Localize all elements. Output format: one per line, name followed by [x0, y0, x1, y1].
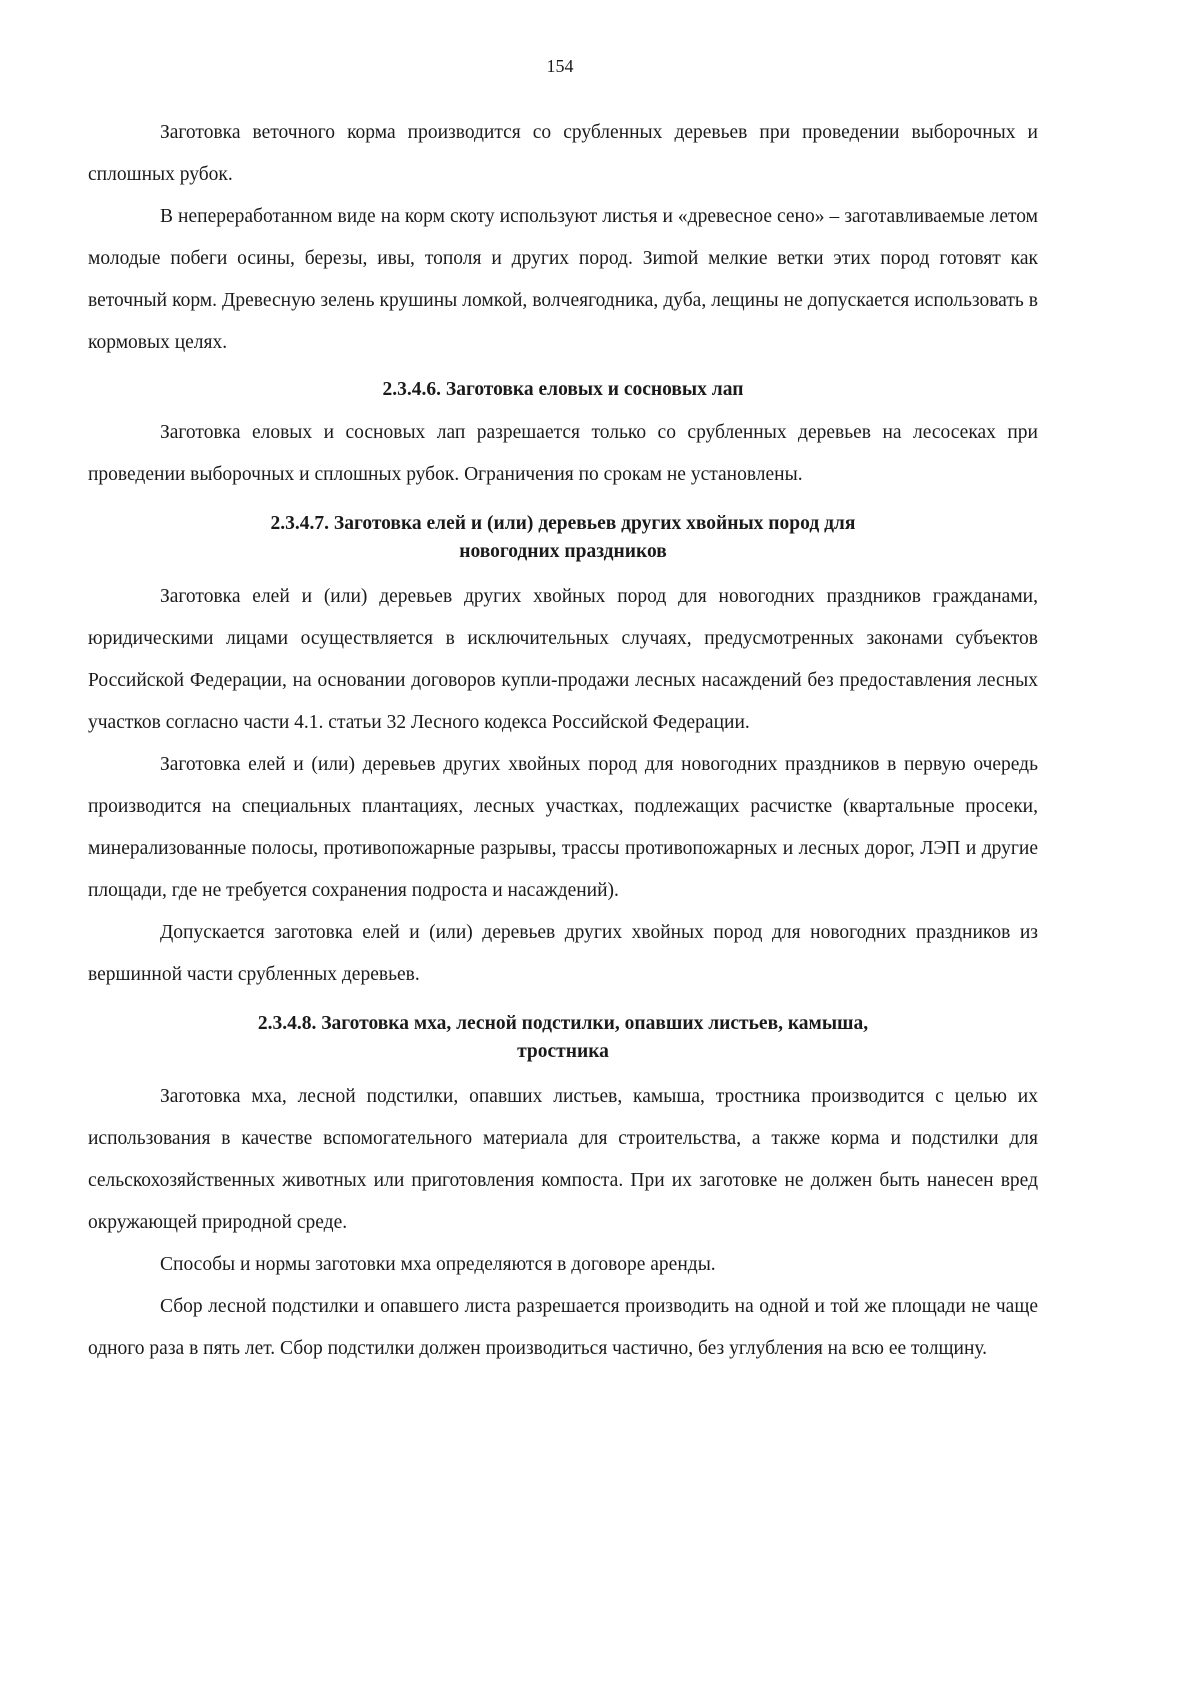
paragraph: Способы и нормы заготовки мха определяются в договоре аренды.	[160, 1254, 716, 1275]
page-number: 154	[546, 56, 574, 76]
heading-line: новогодних праздников	[459, 541, 667, 562]
paragraph: Заготовка мха, лесной подстилки, опавших листьев, камыша, тростника производится с целью их использования в качестве вспомогательного материала для строительства, а также корма и подстилки для сельскохозяйственных животных или приготовления компоста. При их заготовке не должен быть нанесен вред окружающей природной среде.	[88, 1086, 1038, 1233]
paragraph: Заготовка еловых и сосновых лап разрешается только со срубленных деревьев на лесосеках при проведении выборочных и сплошных рубок. Ограничения по срокам не установлены.	[88, 422, 1038, 485]
heading-line: 2.3.4.7. Заготовка елей и (или) деревьев других хвойных пород для	[270, 513, 856, 534]
paragraph: Заготовка елей и (или) деревьев других хвойных пород для новогодних праздников гражданами, юридическими лицами осуществляется в исключительных случаях, предусмотренных законами субъектов Российской Федерации, на основании договоров купли-продажи лесных насаждений без предоставления лесных участков согласно части 4.1. статьи 32 Лесного кодекса Российской Федерации.	[88, 586, 1038, 733]
paragraph: Сбор лесной подстилки и опавшего листа разрешается производить на одной и той же площади не чаще одного раза в пять лет. Сбор подстилки должен производиться частично, без углубления на всю ее толщину.	[88, 1296, 1038, 1359]
paragraph: В непереработанном виде на корм скоту используют листья и «древесное сено» – заготавливаемые летом молодые побеги осины, березы, ивы, тополя и других пород. Зиmой мелкие ветки этих пород готовят как веточный корм. Древесную зелень крушины ломкой, волчеягодника, дуба, лещины не допускается использовать в кормовых целях.	[88, 206, 1038, 353]
document-body	[88, 112, 1038, 1370]
section-heading-2348	[88, 996, 1038, 1076]
paragraph: Допускается заготовка елей и (или) деревьев других хвойных пород для новогодних праздников из вершинной части срубленных деревьев.	[88, 922, 1038, 985]
paragraph: Заготовка елей и (или) деревьев других хвойных пород для новогодних праздников в первую очередь производится на специальных плантациях, лесных участках, подлежащих расчистке (квартальные просеки, минерализованные полосы, противопожарные разрывы, трассы противопожарных и лесных дорог, ЛЭП и другие площади, где не требуется сохранения подроста и насаждений).	[88, 754, 1038, 901]
section-heading-2347	[88, 496, 1038, 576]
section-heading-2346: 2.3.4.6. Заготовка еловых и сосновых лап	[382, 379, 744, 400]
paragraph: Заготовка веточного корма производится со срубленных деревьев при проведении выборочных и сплошных рубок.	[88, 122, 1038, 185]
heading-line: 2.3.4.8. Заготовка мха, лесной подстилки, опавших листьев, камыша,	[257, 1013, 869, 1034]
heading-line: тростника	[517, 1041, 609, 1062]
